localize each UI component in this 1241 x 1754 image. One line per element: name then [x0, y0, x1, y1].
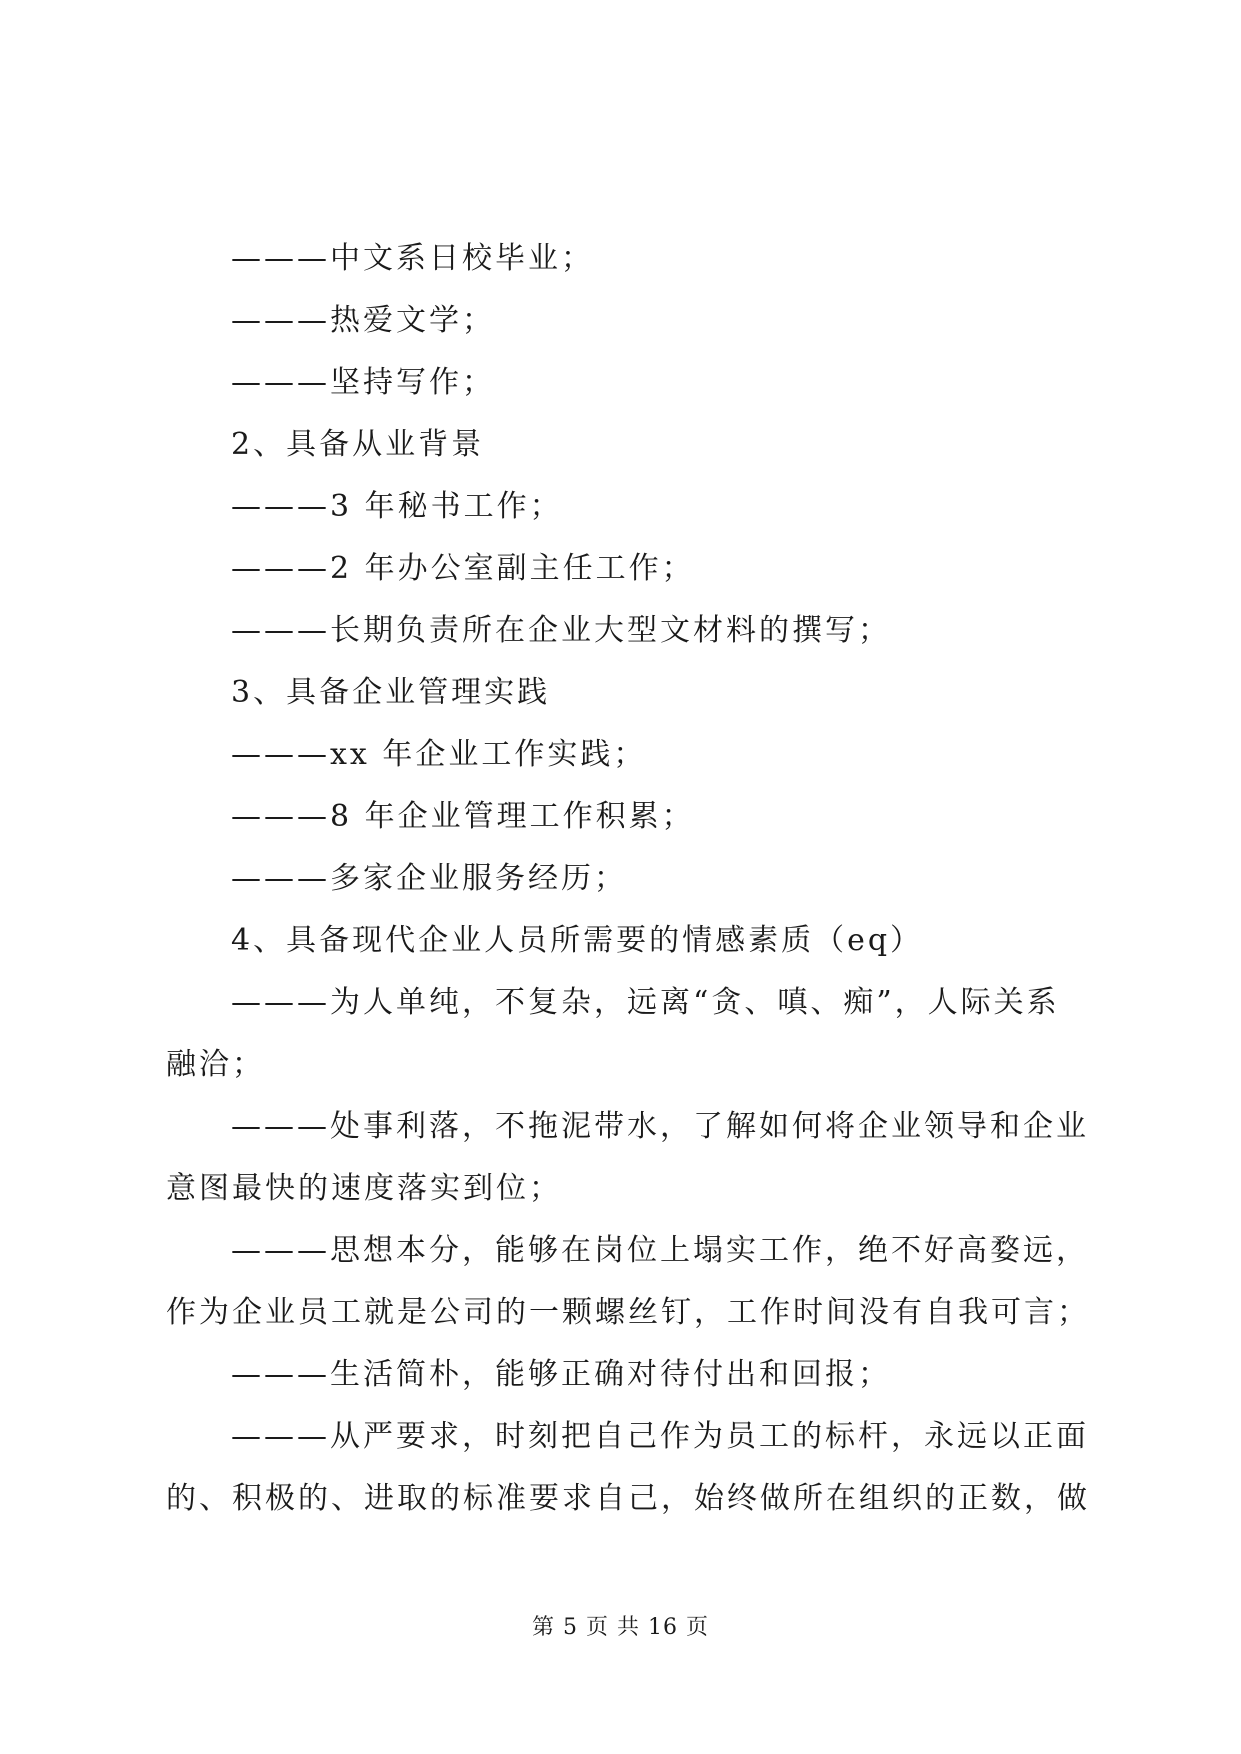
page-footer: 第 5 页 共 16 页: [532, 1615, 709, 1640]
text-line: ———生活简朴，能够正确对待付出和回报；: [231, 1357, 891, 1392]
text-line: 意图最快的速度落实到位；: [166, 1171, 562, 1206]
text-line: ———思想本分，能够在岗位上塌实工作，绝不好高婺远，: [231, 1233, 1089, 1268]
text-line: 的、积极的、进取的标准要求自己，始终做所在组织的正数，做: [166, 1481, 1090, 1516]
text-line: ———处事利落，不拖泥带水，了解如何将企业领导和企业: [231, 1109, 1089, 1144]
text-line: 2、具备从业背景: [231, 427, 485, 462]
text-line: ———3 年秘书工作；: [231, 489, 563, 524]
text-line: 3、具备企业管理实践: [231, 675, 551, 710]
text-line: ———2 年办公室副主任工作；: [231, 551, 695, 586]
text-line: 4、具备现代企业人员所需要的情感素质（eq）: [231, 923, 924, 958]
text-line: 融洽；: [166, 1047, 265, 1082]
document-body: [166, 228, 1090, 1530]
text-line: ———多家企业服务经历；: [231, 861, 627, 896]
text-line: ———坚持写作；: [231, 365, 495, 400]
text-line: ———从严要求，时刻把自己作为员工的标杆，永远以正面: [231, 1419, 1089, 1454]
text-line: ———中文系日校毕业；: [231, 241, 594, 276]
text-line: ———xx 年企业工作实践；: [231, 737, 647, 772]
text-line: ———热爱文学；: [231, 303, 495, 338]
text-line: ———为人单纯，不复杂，远离“贪、嗔、痴”，人际关系: [231, 985, 1060, 1020]
text-line: ———8 年企业管理工作积累；: [231, 799, 695, 834]
text-line: ———长期负责所在企业大型文材料的撰写；: [231, 613, 891, 648]
text-line: 作为企业员工就是公司的一颗螺丝钉，工作时间没有自我可言；: [166, 1295, 1090, 1330]
